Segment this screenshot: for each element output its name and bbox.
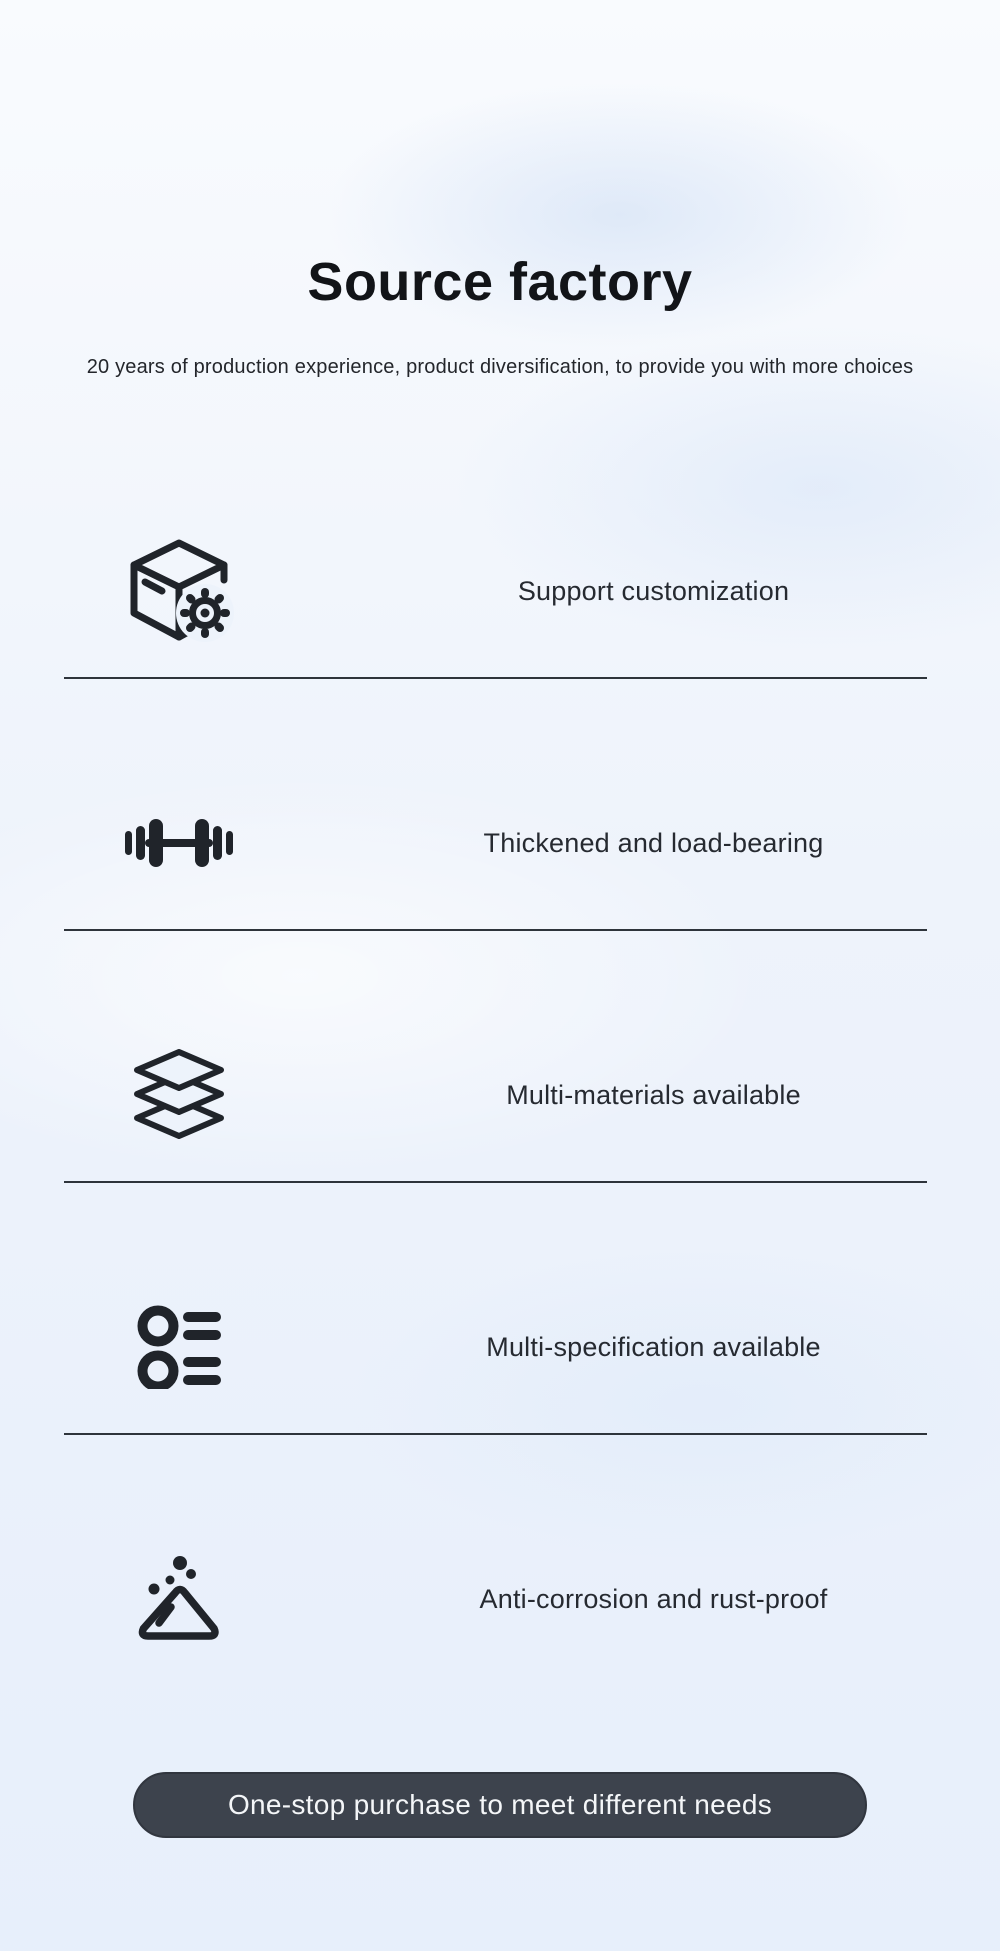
list-icon [137, 1305, 221, 1389]
feature-row [0, 1015, 1000, 1175]
hero-header [0, 0, 1000, 378]
feature-row [0, 1519, 1000, 1679]
page-subtitle: 20 years of production experience, product diversification, to provide you with more choices [86, 356, 914, 379]
divider [64, 1181, 927, 1183]
feature-label: Thickened and load-bearing [483, 827, 824, 858]
layers-icon [127, 1049, 231, 1141]
feature-row [0, 763, 1000, 923]
feature-label: Multi-specification available [486, 1331, 821, 1362]
feature-icon-box [64, 536, 294, 646]
dumbbell-icon [125, 818, 233, 868]
feature-label: Support customization [517, 575, 790, 606]
divider [64, 929, 927, 931]
divider [64, 677, 927, 679]
page-title: Source factory [307, 252, 693, 312]
pile-icon [135, 1555, 223, 1643]
feature-icon-box [64, 1555, 294, 1643]
feature-icon-box [64, 1305, 294, 1389]
one-stop-purchase-button[interactable]: One-stop purchase to meet different needs [133, 1772, 867, 1838]
feature-label: Multi-materials available [506, 1079, 801, 1110]
feature-icon-box [64, 1049, 294, 1141]
feature-icon-box [64, 818, 294, 868]
cube-gear-icon [124, 536, 234, 646]
feature-row [0, 511, 1000, 671]
divider [64, 1433, 927, 1435]
feature-label: Anti-corrosion and rust-proof [479, 1583, 828, 1614]
feature-row [0, 1267, 1000, 1427]
feature-list [0, 511, 1000, 1679]
